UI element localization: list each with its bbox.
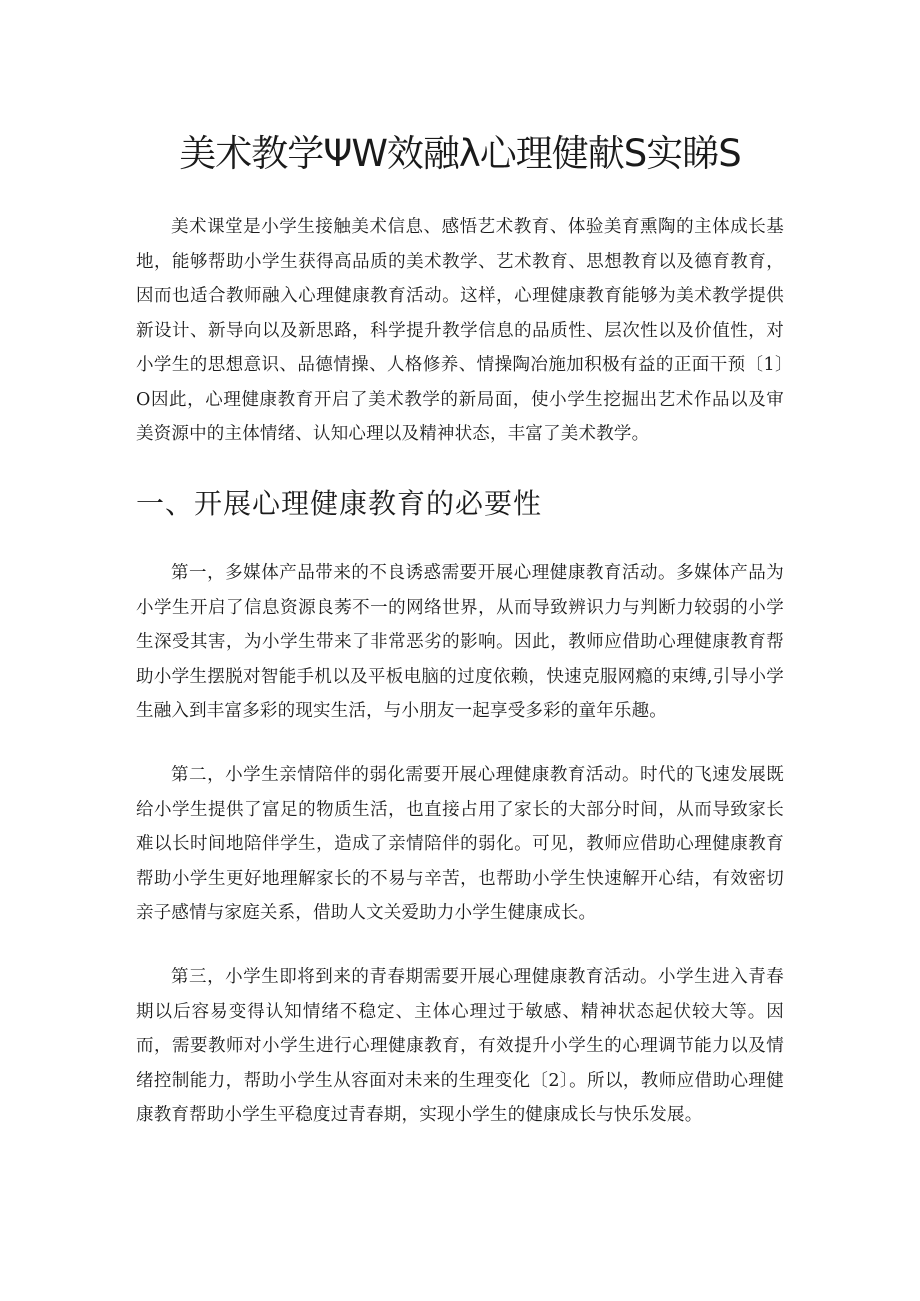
body-paragraph-second: 第二，小学生亲情陪伴的弱化需要开展心理健康教育活动。时代的飞速发展既给小学生提供了富足的物质生活，也直接占用了家长的大部分时间，从而导致家长难以长时间地陪伴学生，造成了亲情陪伴的弱化。可见，教师应借助心理健康教育帮助小学生更好地理解家长的不易与辛苦，也帮助小学生快速解开心结，有效密切亲子感情与家庭关系，借助人文关爱助力小学生健康成长。 — [136, 765, 784, 923]
document-title: 美术教学ΨW效融λ心理健献S实睇S — [179, 132, 741, 175]
intro-paragraph: 美术课堂是小学生接触美术信息、感悟艺术教育、体验美育熏陶的主体成长基地，能够帮助小学生获得高品质的美术教学、艺术教育、思想教育以及德育教育，因而也适合教师融入心理健康教育活动。这样，心理健康教育能够为美术教学提供新设计、新导向以及新思路，科学提升教学信息的品质性、层次性以及价值性，对小学生的思想意识、品德情操、人格修养、情操陶冶施加积极有益的正面干预〔1〕O因此，心理健康教育开启了美术教学的新局面，使小学生挖掘出艺术作品以及审美资源中的主体情绪、认知心理以及精神状态，丰富了美术教学。 — [136, 217, 784, 444]
body-paragraph-third: 第三，小学生即将到来的青春期需要开展心理健康教育活动。小学生进入青春期以后容易变得认知情绪不稳定、主体心理过于敏感、精神状态起伏较大等。因而，需要教师对小学生进行心理健康教育，有效提升小学生的心理调节能力以及情绪控制能力，帮助小学生从容面对未来的生理变化〔2〕。所以，教师应借助心理健康教育帮助小学生平稳度过青春期，实现小学生的健康成长与快乐发展。 — [136, 967, 784, 1125]
section-heading: 一、开展心理健康教育的必要性 — [136, 487, 543, 520]
body-paragraph-first: 第一，多媒体产品带来的不良诱惑需要开展心理健康教育活动。多媒体产品为小学生开启了信息资源良莠不一的网络世界，从而导致辨识力与判断力较弱的小学生深受其害，为小学生带来了非常恶劣的影响。因此，教师应借助心理健康教育帮助小学生摆脱对智能手机以及平板电脑的过度依赖，快速克服网瘾的束缚,引导小学生融入到丰富多彩的现实生活，与小朋友一起享受多彩的童年乐趣。 — [136, 563, 784, 721]
